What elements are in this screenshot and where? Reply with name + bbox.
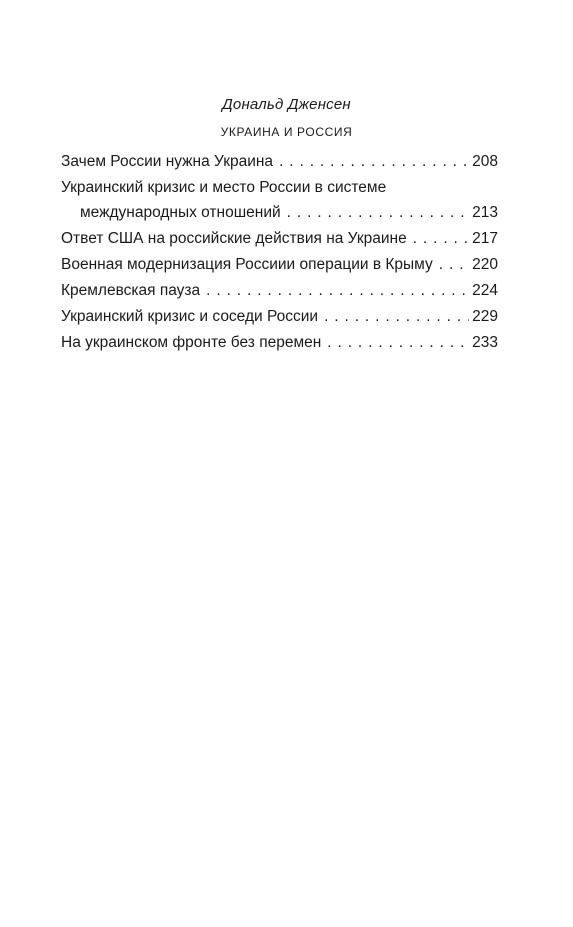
dot-leader xyxy=(327,331,469,356)
toc-entry[interactable] xyxy=(61,331,498,356)
toc-entry-page: 208 xyxy=(472,153,498,170)
dot-leader xyxy=(206,279,469,304)
toc-entry[interactable] xyxy=(61,253,498,278)
toc-entry-title: Украинский кризис и соседи России xyxy=(61,307,319,325)
dot-leader xyxy=(413,227,469,252)
dot-leader xyxy=(439,253,469,278)
dot-leader xyxy=(287,201,469,226)
toc-entry-title: Зачем России нужна Украина xyxy=(61,153,274,170)
toc-entry-title-line1[interactable]: Украинский кризис и место России в системе xyxy=(61,179,387,196)
toc-entry-page: 220 xyxy=(472,255,498,273)
toc-entry[interactable] xyxy=(61,150,498,175)
toc-entry[interactable] xyxy=(61,227,498,252)
table-of-contents xyxy=(61,150,498,355)
toc-entry-page: 213 xyxy=(472,203,498,221)
toc-entry[interactable] xyxy=(61,201,498,226)
dot-leader xyxy=(324,305,469,330)
toc-entry-page: 233 xyxy=(472,333,498,351)
toc-entry-title: Военная модернизация Россиии операции в Крыму xyxy=(61,255,433,273)
toc-entry[interactable] xyxy=(61,305,498,330)
dot-leader xyxy=(279,150,469,175)
author-name: Дональд Дженсен xyxy=(222,96,351,113)
toc-entry-title: международных отношений xyxy=(80,203,281,221)
toc-entry-title: Ответ США на российские действия на Украине xyxy=(61,229,407,247)
toc-entry-page: 224 xyxy=(472,281,498,299)
toc-entry-page: 217 xyxy=(472,229,498,247)
section-title: УКРАИНА И РОССИЯ xyxy=(220,125,353,139)
toc-entry-title: Кремлевская пауза xyxy=(61,281,201,299)
toc-entry-page: 229 xyxy=(472,307,498,325)
toc-entry-title: На украинском фронте без перемен xyxy=(61,333,322,351)
toc-entry[interactable] xyxy=(61,279,498,304)
